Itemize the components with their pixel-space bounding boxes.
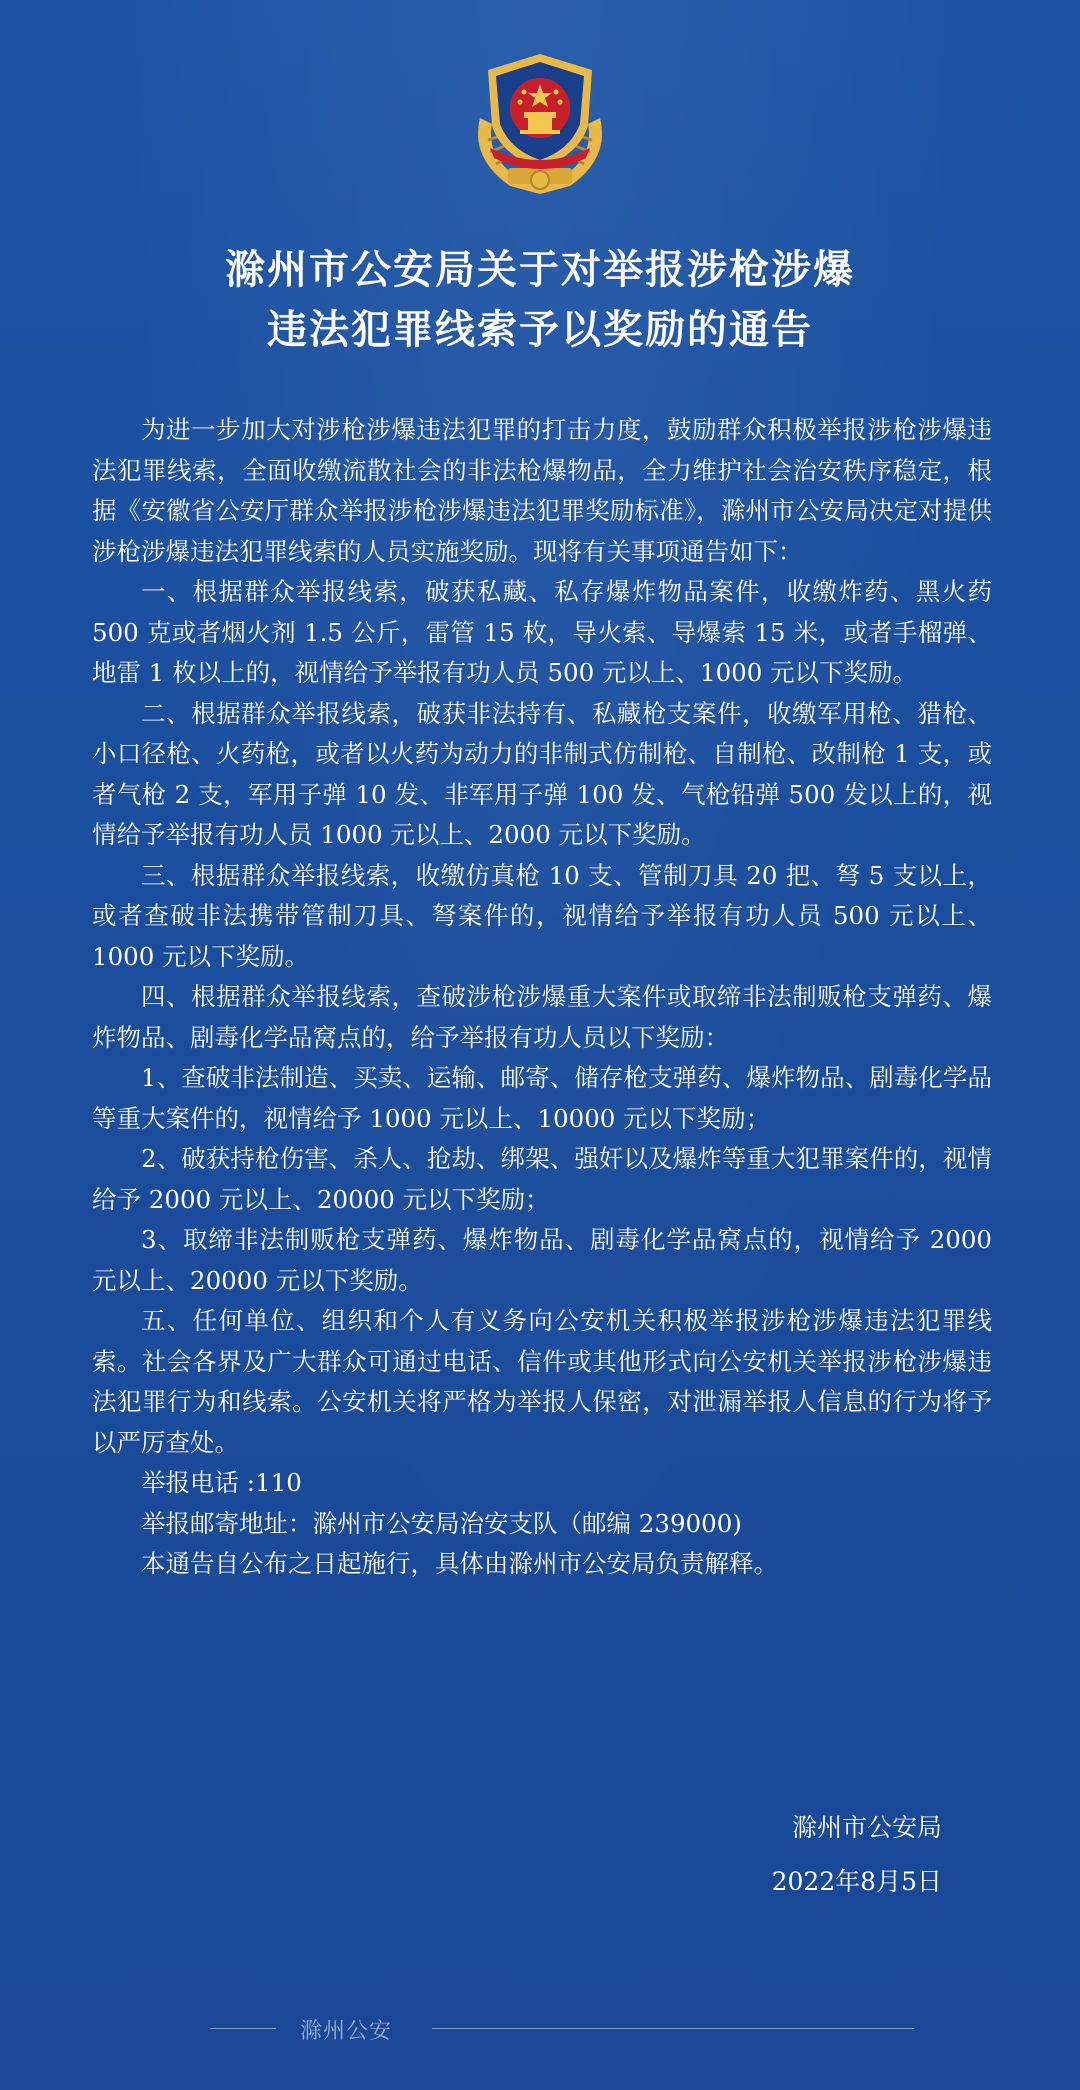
footer-divider-right xyxy=(432,2028,914,2029)
paragraph-intro: 为进一步加大对涉枪涉爆违法犯罪的打击力度，鼓励群众积极举报涉枪涉爆违法犯罪线索，全面收缴流散社会的非法枪爆物品，全力维护社会治安秩序稳定，根据《安徽省公安厅群众举报涉枪涉爆违法犯罪奖励标准》，滁州市公安局决定对提供涉枪涉爆违法犯罪线索的人员实施奖励。现将有关事项通告如下： xyxy=(92,415,992,566)
signature-date: 2022年8月5日 xyxy=(771,1867,942,1896)
paragraph-item-4-sub-3: 3、取缔非法制贩枪支弹药、爆炸物品、剧毒化学品窝点的，视情给予 2000 元以上、20000 元以下奖励。 xyxy=(92,1225,992,1295)
signature-organization: 滁州市公安局 xyxy=(791,1813,942,1842)
page-title-line-1: 滁州市公安局关于对举报涉枪涉爆 xyxy=(225,247,855,293)
paragraph-item-4-sub-1: 1、查破非法制造、买卖、运输、邮寄、储存枪支弹药、爆炸物品、剧毒化学品等重大案件的，视情给予 1000 元以上、10000 元以下奖励； xyxy=(92,1063,992,1133)
footer xyxy=(0,2008,1080,2048)
footer-divider-left xyxy=(210,2028,276,2029)
paragraph-item-4: 四、根据群众举报线索，查破涉枪涉爆重大案件或取缔非法制贩枪支弹药、爆炸物品、剧毒化学品窝点的，给予举报有功人员以下奖励： xyxy=(92,982,992,1052)
paragraph-item-1: 一、根据群众举报线索，破获私藏、私存爆炸物品案件，收缴炸药、黑火药 500 克或者烟火剂 1.5 公斤，雷管 15 枚，导火索、导爆索 15 米，或者手榴弹、地雷 1 枚以上的，视情给予举报有功人员 500 元以上、1000 元以下奖励。 xyxy=(92,577,992,687)
page-title-line-2: 违法犯罪线索予以奖励的通告 xyxy=(267,307,813,353)
notice-body xyxy=(92,410,992,1585)
paragraph-item-2: 二、根据群众举报线索，破获非法持有、私藏枪支案件，收缴军用枪、猎枪、小口径枪、火药枪，或者以火药为动力的非制式仿制枪、自制枪、改制枪 1 支，或者气枪 2 支，军用子弹 10 发、非军用子弹 100 发、气枪铅弹 500 发以上的，视情给予举报有功人员 1000 元以上、2000 元以下奖励。 xyxy=(92,698,992,849)
paragraph-item-5: 五、任何单位、组织和个人有义务向公安机关积极举报涉枪涉爆违法犯罪线索。社会各界及广大群众可通过电话、信件或其他形式向公安机关举报涉枪涉爆违法犯罪行为和线索。公安机关将严格为举报人保密，对泄漏举报人信息的行为将予以严厉查处。 xyxy=(92,1306,992,1457)
paragraph-item-4-sub-2: 2、破获持枪伤害、杀人、抢劫、绑架、强奸以及爆炸等重大犯罪案件的，视情给予 2000 元以上、20000 元以下奖励； xyxy=(92,1144,992,1214)
report-address: 举报邮寄地址：滁州市公安局治安支队（邮编 239000) xyxy=(141,1508,742,1538)
effective-statement: 本通告自公布之日起施行，具体由滁州市公安局负责解释。 xyxy=(141,1549,778,1578)
police-emblem-icon xyxy=(460,48,620,198)
report-phone: 举报电话 :110 xyxy=(141,1468,302,1497)
footer-brand: 滁州公安 xyxy=(300,2019,393,2044)
paragraph-item-3: 三、根据群众举报线索，收缴仿真枪 10 支、管制刀具 20 把、弩 5 支以上，或者查破非法携带管制刀具、弩案件的，视情给予举报有功人员 500 元以上、1000 元以下奖励。 xyxy=(92,860,992,971)
